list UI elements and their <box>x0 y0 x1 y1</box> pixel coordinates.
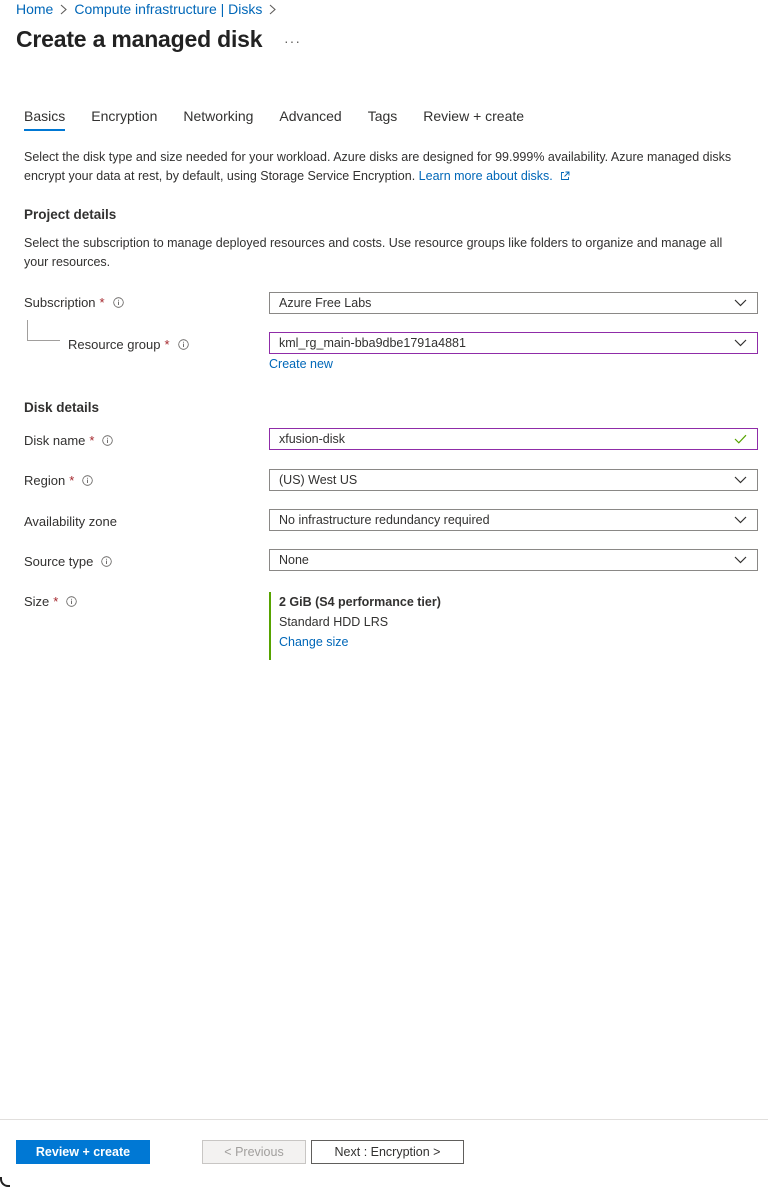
breadcrumb <box>16 0 283 18</box>
source-type-select[interactable] <box>269 549 758 571</box>
chevron-down-icon <box>734 339 747 347</box>
size-label <box>24 594 77 609</box>
change-size-link[interactable]: Change size <box>279 635 349 649</box>
size-title: 2 GiB (S4 performance tier) <box>279 595 441 609</box>
subscription-value: Azure Free Labs <box>279 296 372 310</box>
disk-name-label <box>24 433 113 448</box>
availability-zone-value: No infrastructure redundancy required <box>279 513 490 527</box>
info-icon[interactable] <box>66 596 77 607</box>
required-mark: * <box>164 337 170 352</box>
tab-review-create[interactable]: Review + create <box>423 108 525 124</box>
disk-name-value: xfusion-disk <box>279 432 345 446</box>
learn-more-link[interactable] <box>419 169 571 183</box>
more-options-button[interactable]: ··· <box>284 33 301 49</box>
resource-group-label <box>68 337 189 352</box>
info-icon[interactable] <box>178 339 189 350</box>
checkmark-icon <box>734 434 747 444</box>
tree-connector <box>27 320 60 341</box>
chevron-right-icon <box>269 4 276 15</box>
required-mark: * <box>69 473 75 488</box>
info-icon[interactable] <box>82 475 93 486</box>
chevron-down-icon <box>734 476 747 484</box>
subscription-label <box>24 295 124 310</box>
size-summary <box>269 592 441 660</box>
availability-zone-label-text: Availability zone <box>24 514 117 529</box>
info-icon[interactable] <box>101 556 112 567</box>
breadcrumb-home[interactable]: Home <box>16 1 54 17</box>
subscription-label-text: Subscription <box>24 295 96 310</box>
chevron-down-icon <box>734 299 747 307</box>
info-icon[interactable] <box>102 435 113 446</box>
source-type-label <box>24 554 112 569</box>
tab-basics[interactable]: Basics <box>24 108 65 131</box>
availability-zone-select[interactable] <box>269 509 758 531</box>
intro-description: Select the disk type and size needed for your workload. Azure disks are designed for 99.999% availability. Azure managed disks encrypt your data at rest, by default, using Storage Service Encryption. <box>24 150 732 183</box>
external-link-icon <box>560 168 570 187</box>
region-select[interactable] <box>269 469 758 491</box>
next-encryption-button[interactable]: Next : Encryption > <box>311 1140 464 1164</box>
size-label-text: Size <box>24 594 50 609</box>
learn-more-label: Learn more about disks. <box>418 169 553 183</box>
tab-encryption[interactable]: Encryption <box>91 108 158 124</box>
previous-button[interactable]: < Previous <box>202 1140 306 1164</box>
review-create-button[interactable]: Review + create <box>16 1140 150 1164</box>
create-new-resource-group-link[interactable]: Create new <box>269 357 333 371</box>
region-value: (US) West US <box>279 473 358 487</box>
tab-networking[interactable]: Networking <box>183 108 254 124</box>
source-type-value: None <box>279 553 309 567</box>
tab-advanced[interactable]: Advanced <box>279 108 342 124</box>
size-sku: Standard HDD LRS <box>279 615 389 629</box>
breadcrumb-disks[interactable]: Compute infrastructure | Disks <box>74 1 263 17</box>
disk-details-heading: Disk details <box>24 400 100 415</box>
chevron-down-icon <box>734 516 747 524</box>
source-type-label-text: Source type <box>24 554 94 569</box>
required-mark: * <box>53 594 59 609</box>
resource-group-select[interactable] <box>269 332 758 354</box>
disk-name-input[interactable] <box>269 428 758 450</box>
resource-group-label-text: Resource group <box>68 337 161 352</box>
info-icon[interactable] <box>113 297 124 308</box>
tab-list <box>24 108 550 131</box>
resource-group-value: kml_rg_main-bba9dbe1791a4881 <box>279 336 466 350</box>
subscription-select[interactable] <box>269 292 758 314</box>
page-title: Create a managed disk <box>16 26 263 52</box>
region-label <box>24 473 93 488</box>
disk-name-label-text: Disk name <box>24 433 86 448</box>
tab-tags[interactable]: Tags <box>367 108 398 124</box>
intro-text <box>24 148 749 187</box>
project-description: Select the subscription to manage deployed resources and costs. Use resource groups like folders to organize and manage all your resources. <box>24 236 723 269</box>
chevron-down-icon <box>734 556 747 564</box>
required-mark: * <box>89 433 95 448</box>
project-details-heading: Project details <box>24 207 117 222</box>
chevron-right-icon <box>60 4 67 15</box>
required-mark: * <box>99 295 105 310</box>
region-label-text: Region <box>24 473 66 488</box>
availability-zone-label <box>24 514 117 529</box>
